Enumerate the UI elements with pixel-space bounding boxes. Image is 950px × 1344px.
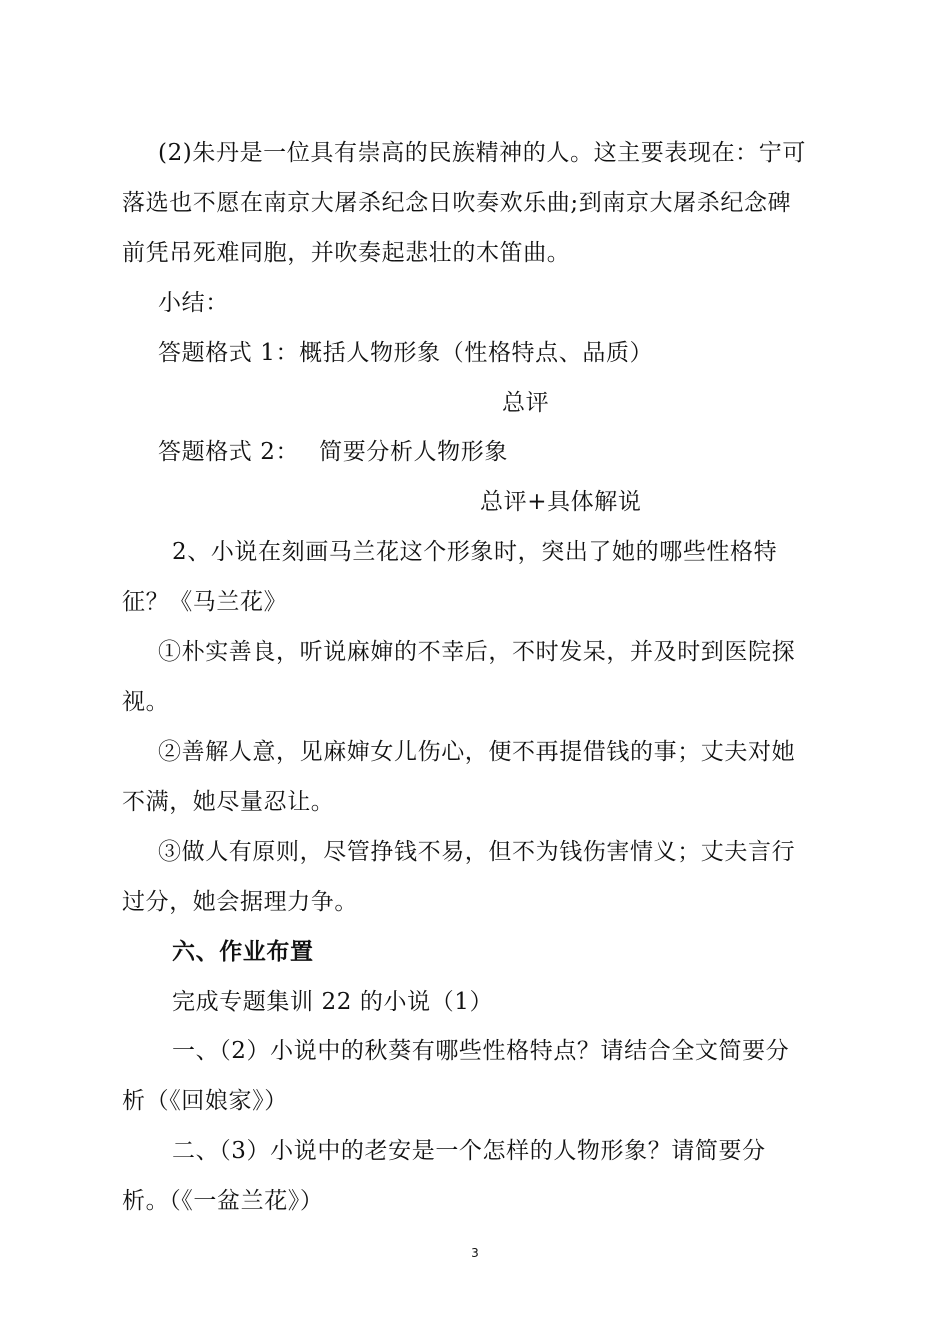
- answer-format-2-note: 总评+具体解说: [480, 489, 642, 515]
- answer-format-1-note: 总评: [502, 390, 550, 416]
- question-2-line: 征？《马兰花》: [122, 589, 288, 615]
- answer-point-2-cont: 不满，她尽量忍让。: [122, 789, 335, 815]
- answer-point-1: ①朴实善良，听说麻婶的不幸后，不时发呆，并及时到医院探: [158, 639, 796, 665]
- answer-point-3-cont: 过分，她会据理力争。: [122, 889, 358, 915]
- answer-point-3: ③做人有原则，尽管挣钱不易，但不为钱伤害情义；丈夫言行: [158, 839, 796, 865]
- page-number: 3: [471, 1246, 479, 1260]
- homework-question-2-cont: 析。（《一盆兰花》）: [122, 1188, 324, 1214]
- homework-question-2: 二、（3）小说中的老安是一个怎样的人物形象？请简要分: [172, 1138, 766, 1164]
- section-heading-homework: 六、作业布置: [172, 938, 314, 965]
- paragraph-line: 前凭吊死难同胞，并吹奏起悲壮的木笛曲。: [122, 240, 571, 266]
- homework-question-1: 一、（2）小说中的秋葵有哪些性格特点？请结合全文简要分: [172, 1038, 790, 1064]
- paragraph-line: 落选也不愿在南京大屠杀纪念日吹奏欢乐曲;到南京大屠杀纪念碑: [122, 190, 792, 216]
- homework-line: 完成专题集训 22 的小说（1）: [172, 989, 494, 1015]
- answer-format-2: 答题格式 2： 简要分析人物形象: [158, 439, 508, 465]
- question-2-line: 2、小说在刻画马兰花这个形象时，突出了她的哪些性格特: [172, 539, 778, 565]
- homework-question-1-cont: 析（《回娘家》）: [122, 1088, 288, 1114]
- answer-point-1-cont: 视。: [122, 689, 170, 715]
- summary-heading: 小结：: [158, 290, 229, 316]
- answer-format-1: 答题格式 1：概括人物形象（性格特点、品质）: [158, 340, 654, 366]
- answer-point-2: ②善解人意，见麻婶女儿伤心，便不再提借钱的事；丈夫对她: [158, 739, 796, 765]
- paragraph-line: (2)朱丹是一位具有崇高的民族精神的人。这主要表现在：宁可: [158, 140, 806, 166]
